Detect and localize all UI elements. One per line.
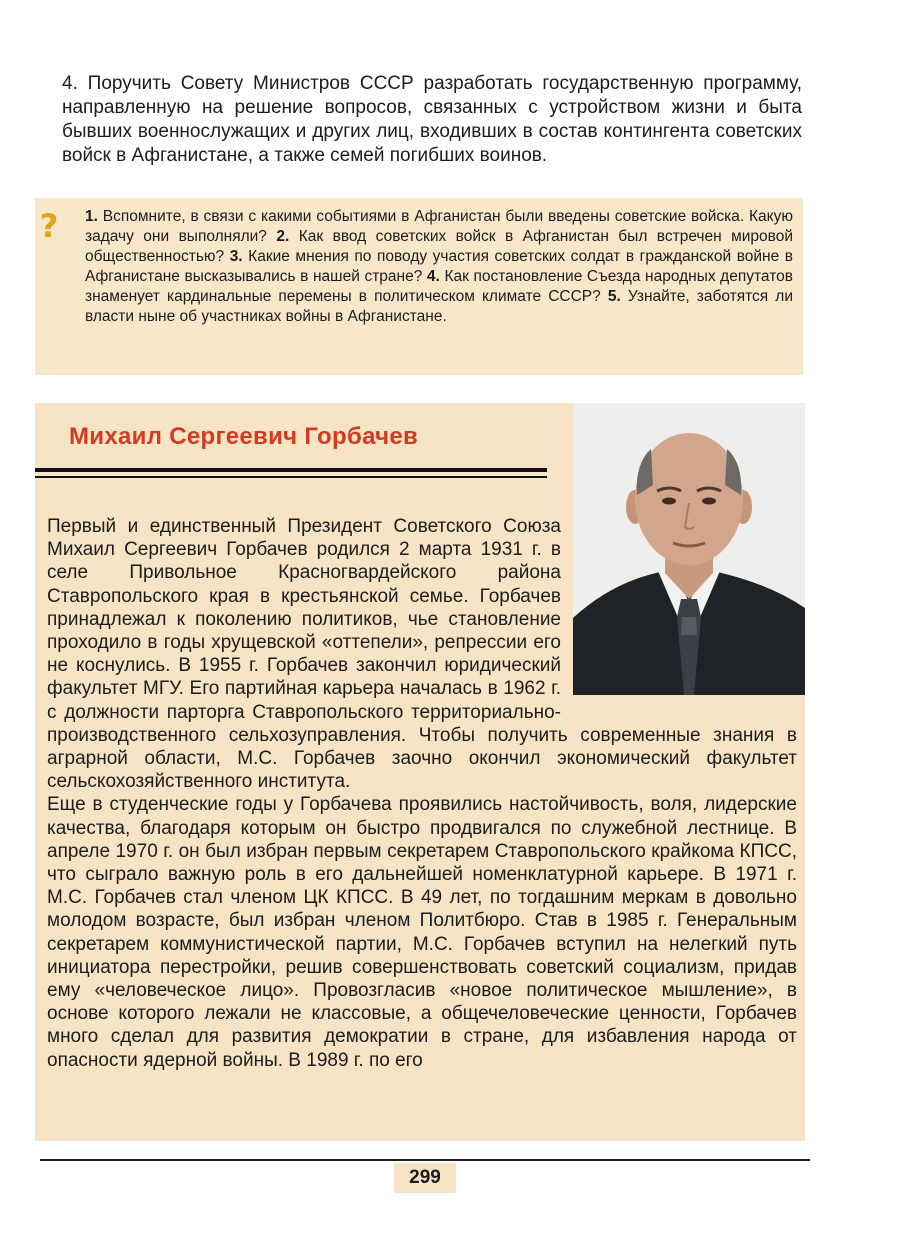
question-4-number: 4. [426, 268, 440, 285]
question-1-text: Вспомните, в связи с какими событиями в Афганистан были введены советские войска. Какую задачу они выполняли? [85, 208, 793, 245]
biography-title: Михаил Сергеевич Горбачев [69, 423, 419, 450]
question-4-text: Как постановление Съезда народных депутатов знаменует кардинальные перемены в политическом климате СССР? [85, 268, 793, 305]
biography-box [35, 403, 805, 1141]
question-3-number: 3. [229, 248, 243, 265]
questions-box [35, 198, 803, 375]
portrait-float-spacer [561, 515, 797, 715]
footer-rule [40, 1159, 810, 1161]
paragraph-4: 4. Поручить Совету Министров СССР разработать государственную программу, направленную на решение вопросов, связанных с устройством жизни и быта бывших военнослужащих и других лиц, входивших в состав контингента советских войск в Афганистане, а также семей погибших воинов. [62, 73, 802, 166]
biography-paragraph-2: Еще в студенческие годы у Горбачева проявились настойчивость, воля, лидерские качества, благодаря которым он быстро продвигался по служебной лестнице. В апреле 1970 г. он был избран первым секретарем Ставропольского крайкома КПСС, что сыграло важную роль в его дальнейшей номенклатурной карьере. В 1971 г. М.С. Горбачев стал членом ЦК КПСС. В 49 лет, по тогдашним меркам в довольно молодом возрасте, был избран членом Политбюро. Став в 1985 г. Генеральным секретарем коммунистической партии, М.С. Горбачев вступил на нелегкий путь инициатора перестройки, решив совершенствовать советский социализм, придав ему «человеческое лицо». Провозгласив «новое политическое мышление», в основе которого лежали не классовые, а общечеловеческие ценности, Горбачев много сделал для развития демократии в стране, для избавления народа от опасности ядерной войны. В 1989 г. по его [47, 794, 797, 1071]
biography-text [47, 515, 797, 1072]
question-3-text: Какие мнения по поводу участия советских солдат в гражданской войне в Афганистане высказывались в нашей стране? [85, 248, 793, 285]
title-rule-thin [35, 476, 547, 478]
page-number: 299 [394, 1163, 456, 1193]
question-1-number: 1. [85, 208, 98, 225]
questions-text [85, 207, 793, 327]
question-5-number: 5. [607, 288, 621, 305]
question-2-text: Как ввод советских войск в Афганистан был встречен мировой общественностью? [85, 228, 793, 265]
title-rule-thick [35, 468, 547, 472]
biography-paragraph-1: Первый и единственный Президент Советского Союза Михаил Сергеевич Горбачев родился 2 марта 1931 г. в селе Привольное Красногвардейского района Ставропольского края в крестьянской семье. Горбачев принадлежал к поколению политиков, чье становление проходило в годы хрущевской «оттепели», репрессии его не коснулись. В 1955 г. Горбачев закончил юридический факультет МГУ. Его партийная карьера началась в 1962 г. с должности парторга Ставропольского территориально-производственного сельхозуправления. Чтобы получить современные знания в аграрной области, М.С. Горбачев заочно окончил экономический факультет сельскохозяйственного института. [47, 516, 797, 793]
question-5-text: Узнайте, заботятся ли власти ныне об участниках войны в Афганистане. [85, 288, 793, 325]
question-mark-icon: ? [39, 207, 59, 245]
question-2-number: 2. [276, 228, 290, 245]
